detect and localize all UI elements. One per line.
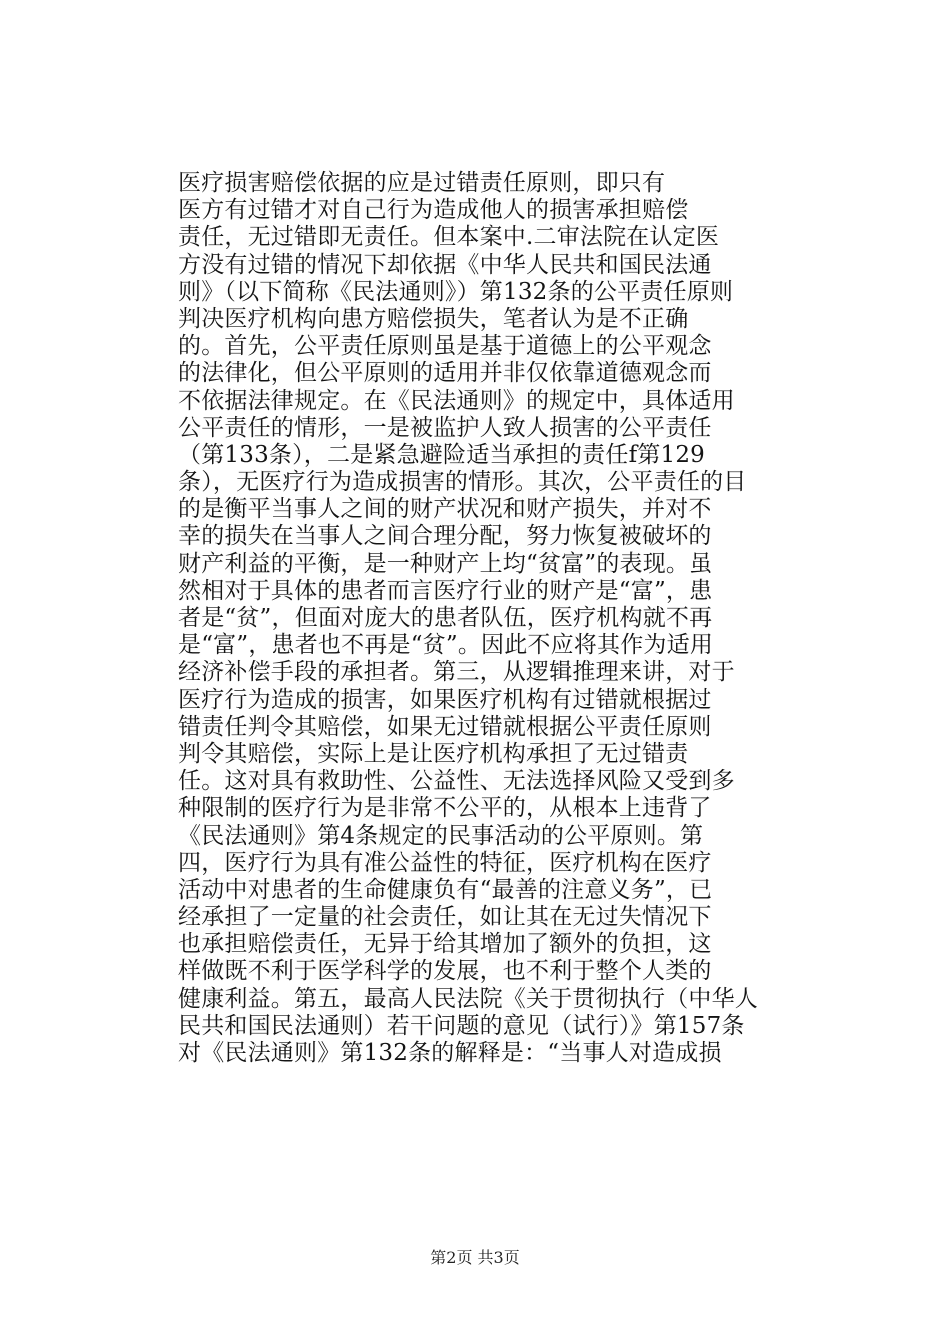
text-line: 判令其赔偿，实际上是让医疗机构承担了无过错责 [178,740,689,767]
text-line: 民共和国民法通则）若干问题的意见（试行）》第157条 [178,1012,745,1039]
text-line: 方没有过错的情况下却依据《中华人民共和国民法通 [178,251,712,278]
text-line: 四，医疗行为具有准公益性的特征，医疗机构在医疗 [178,849,712,876]
text-line: 然相对于具体的患者而言医疗行业的财产是“富”，患 [178,577,713,604]
text-line: 任。这对具有救助性、公益性、无法选择风险又受到多 [178,768,735,795]
text-line: 活动中对患者的生命健康负有“最善的注意义务”，已 [178,876,713,903]
text-line: 者是“贫”，但面对庞大的患者队伍，医疗机构就不再 [178,605,713,631]
text-line: 健康利益。第五，最高人民法院《关于贯彻执行（中华人 [178,985,758,1012]
text-line: 经济补偿手段的承担者。第三，从逻辑推理来讲，对于 [178,659,735,686]
text-line: 则》（以下简称《民法通则》）第132条的公平责任原则 [178,278,734,305]
text-line: 条），无医疗行为造成损害的情形。其次，公平责任的目 [178,469,747,496]
text-line: 的法律化，但公平原则的适用并非仅依靠道德观念而 [178,360,712,387]
text-line: 幸的损失在当事人之间合理分配，努力恢复被破坏的 [178,523,712,550]
text-line: 财产利益的平衡，是一种财产上均“贫富”的表现。虽 [178,550,713,577]
text-line: 种限制的医疗行为是非常不公平的，从根本上违背了 [178,795,712,822]
text-line: 错责任判令其赔偿，如果无过错就根据公平责任原则 [178,713,712,740]
text-line: 判决医疗机构向患方赔偿损失，笔者认为是不正确 [178,305,689,332]
text-line: 样做既不利于医学科学的发展，也不利于整个人类的 [178,958,712,985]
text-line: 经承担了一定量的社会责任，如让其在无过失情况下 [178,904,712,931]
text-line: 医方有过错才对自己行为造成他人的损害承担赔偿 [178,197,689,224]
text-line: 医疗行为造成的损害，如果医疗机构有过错就根据过 [178,686,712,713]
text-line: 的。首先，公平责任原则虽是基于道德上的公平观念 [178,333,712,360]
text-line: 也承担赔偿责任，无异于给其增加了额外的负担，这 [178,931,712,958]
text-line: 责任，无过错即无责任。但本案中.二审法院在认定医 [178,224,720,251]
body-text [178,170,828,1067]
text-line: 不依据法律规定。在《民法通则》的规定中，具体适用 [178,387,735,414]
text-line: 是“富”，患者也不再是“贫”。因此不应将其作为适用 [178,632,714,659]
text-line: 《民法通则》第4条规定的民事活动的公平原则。第 [178,822,704,849]
text-line: 的是衡平当事人之间的财产状况和财产损失，并对不 [178,496,712,523]
text-line: 医疗损害赔偿依据的应是过错责任原则，即只有 [178,170,666,196]
text-line: 公平责任的情形，一是被监护人致人损害的公平责任 [178,414,712,441]
text-line: 对《民法通则》第132条的解释是：“当事人对造成损 [178,1040,722,1066]
text-line: （第133条），二是紧急避险适当承担的责任f第129 [178,441,706,468]
page-footer: 第2页 共3页 [430,1248,520,1267]
